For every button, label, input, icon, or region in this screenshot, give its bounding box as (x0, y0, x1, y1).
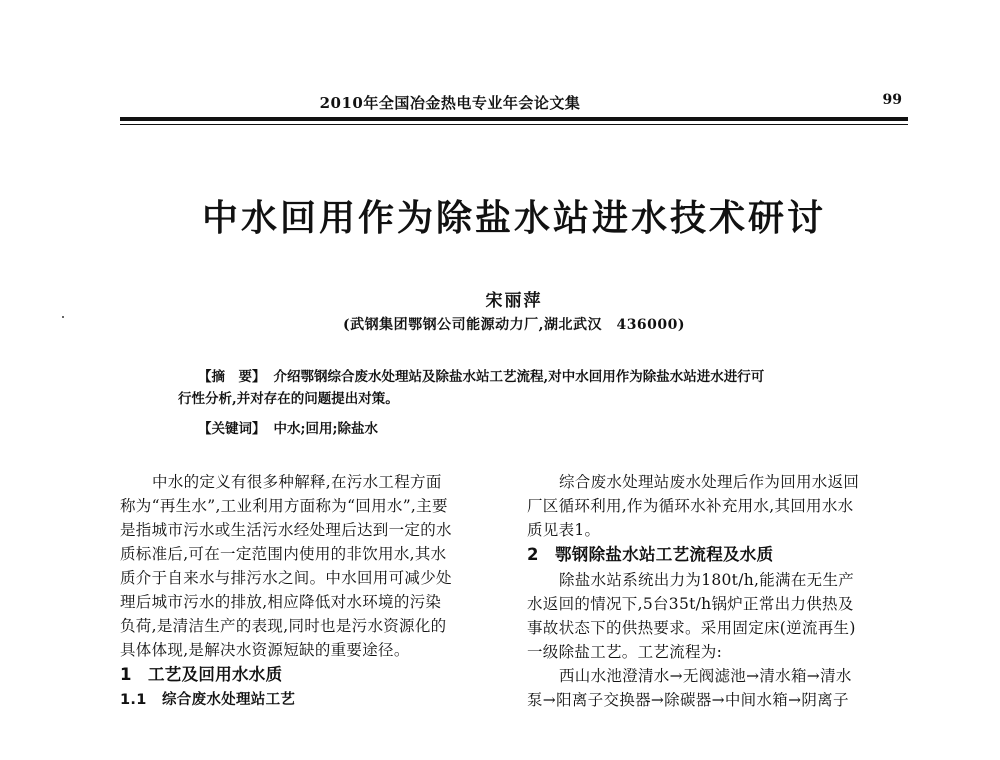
author-name: 宋丽萍 (485, 291, 543, 311)
section-heading-2 (527, 542, 908, 568)
right-column (527, 470, 908, 712)
subsection-number: 1.1 (120, 692, 147, 708)
body-line: 理后城市污水的排放,相应降低对水环境的污染 (120, 593, 442, 611)
process-flow-line: 泵→阳离子交换器→除碳器→中间水箱→阴离子 (527, 691, 849, 709)
header-rule-thin (120, 124, 908, 125)
body-line: 综合废水处理站废水处理后作为回用水返回 (559, 473, 860, 491)
body-line: 负荷,是清洁生产的表现,同时也是污水资源化的 (120, 617, 447, 635)
running-header (120, 92, 908, 114)
header-rule-thick (120, 117, 908, 121)
body-line: 水返回的情况下,5台35t/h锅炉正常出力供热及 (527, 595, 854, 613)
process-flow-line: 西山水池澄清水→无阀滤池→清水箱→清水 (559, 667, 852, 685)
keywords (198, 418, 868, 440)
body-line: 厂区循环利用,作为循环水补充用水,其回用水水 (527, 497, 854, 515)
body-line: 称为“再生水”,工业利用方面称为“回用水”,主要 (120, 497, 448, 515)
body-line: 一级除盐工艺。工艺流程为: (527, 643, 723, 661)
body-line: 中水的定义有很多种解释,在污水工程方面 (152, 473, 442, 491)
keywords-label: 【关键词】 (198, 421, 266, 437)
section-number: 2 (527, 545, 539, 564)
keywords-text: 中水;回用;除盐水 (273, 421, 378, 437)
abstract-text-1: 介绍鄂钢综合废水处理站及除盐水站工艺流程,对中水回用作为除盐水站进水进行可 (273, 369, 765, 385)
abstract-line-1 (178, 366, 868, 388)
scan-speck (62, 316, 64, 318)
body-line: 具体体现,是解决水资源短缺的重要途径。 (120, 641, 410, 659)
subsection-heading-1-1 (120, 688, 498, 712)
body-line: 事故状态下的供热要求。采用固定床(逆流再生) (527, 619, 856, 637)
left-column (120, 470, 498, 712)
abstract-text-2: 行性分析,并对存在的问题提出对策。 (178, 391, 399, 407)
subsection-title: 综合废水处理站工艺 (162, 692, 296, 708)
body-line: 质见表1。 (527, 521, 601, 539)
body-line: 是指城市污水或生活污水经处理后达到一定的水 (120, 521, 452, 539)
body-line: 质介于自来水与排污水之间。中水回用可减少处 (120, 569, 452, 587)
section-title: 工艺及回用水水质 (148, 665, 283, 684)
page-number: 99 (882, 92, 902, 108)
section-title: 鄂钢除盐水站工艺流程及水质 (555, 545, 774, 564)
abstract-label: 【摘 要】 (198, 369, 266, 385)
body-line: 质标准后,可在一定范围内使用的非饮用水,其水 (120, 545, 447, 563)
running-title: 2010年全国冶金热电专业年会论文集 (319, 94, 581, 112)
paper-title: 中水回用作为除盐水站进水技术研讨 (201, 197, 826, 239)
section-number: 1 (120, 665, 132, 684)
body-line: 除盐水站系统出力为180t/h,能满在无生产 (559, 571, 855, 589)
section-heading-1 (120, 662, 498, 688)
abstract (178, 366, 868, 410)
author-affiliation: (武钢集团鄂钢公司能源动力厂,湖北武汉 436000) (342, 317, 686, 333)
